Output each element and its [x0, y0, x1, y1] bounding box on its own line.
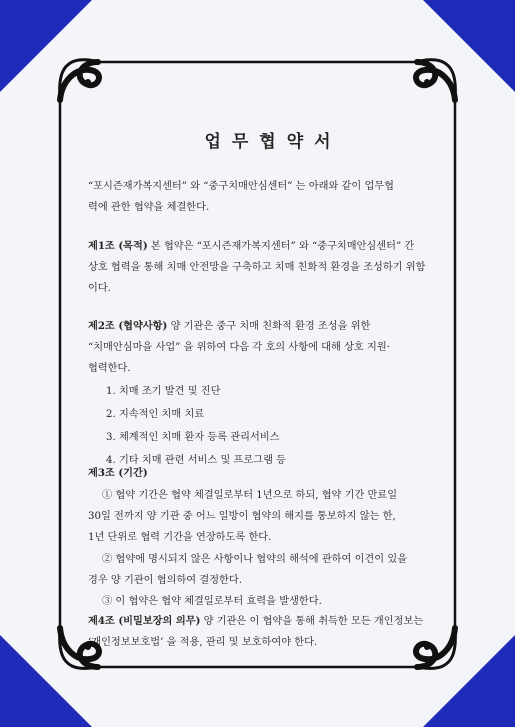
article-4-text: 양 기관은 이 협약을 통해 취득한 모든 개인정보는: [200, 616, 424, 627]
document-title: 업무협약서: [204, 132, 342, 152]
corner-ornament-tl: [60, 60, 99, 100]
article-4-heading: 제4조 (비밀보장의 의무): [88, 615, 201, 627]
list-item: 4. 기타 치매 관련 서비스 및 프로그램 등: [106, 455, 287, 466]
article-4-line-1: [88, 611, 423, 632]
corner-ornament-tr: [416, 60, 455, 100]
article-1-line-3: 이다.: [88, 283, 111, 294]
article-2-line-3: 협력한다.: [88, 363, 131, 374]
article-2-text: 양 기관은 중구 치매 친화적 환경 조성을 위한: [167, 321, 371, 332]
article-3-p2-line-1: ② 협약에 명시되지 않은 사항이나 협약의 해석에 관하여 이견이 있을: [102, 554, 408, 565]
article-1-line-2: 상호 협력을 통해 치매 안전망을 구축하고 치매 친화적 환경을 조성하기 위함: [88, 262, 426, 273]
list-item: 3. 체계적인 치매 환자 등록 관리서비스: [106, 432, 280, 443]
intro-line-2: 력에 관한 협약을 체결한다.: [88, 202, 210, 213]
article-1-line-1: [88, 236, 414, 257]
article-3-p1-line-3: 1년 단위로 협력 기간을 연장하도록 한다.: [88, 532, 272, 543]
article-1-heading: 제1조 (목적): [88, 240, 148, 252]
article-3-p3-line-1: ③ 이 협약은 협약 체결일로부터 효력을 발생한다.: [102, 596, 322, 607]
article-3-p1-line-1: ① 협약 기간은 협약 체결일로부터 1년으로 하되, 협약 기간 만료일: [102, 490, 398, 501]
article-2-line-2: “치매안심마을 사업” 을 위하여 다음 각 호의 사항에 대해 상호 지원·: [88, 342, 390, 353]
article-3-p2-line-2: 경우 양 기관이 협의하여 결정한다.: [88, 575, 242, 586]
article-3-heading: 제3조 (기간): [88, 467, 148, 479]
article-2-heading: 제2조 (협약사항): [88, 320, 168, 332]
corner-ornament-br: [416, 628, 455, 668]
article-3-p1-line-2: 30일 전까지 양 기관 중 어느 일방이 협약의 해지를 통보하지 않는 한,: [88, 511, 396, 522]
article-1-text: 본 협약은 “포시즌재가복지센터” 와 “중구치매안심센터” 간: [147, 241, 415, 252]
list-item: 2. 지속적인 치매 치료: [106, 409, 205, 420]
intro-line-1: “포시즌재가복지센터” 와 “중구치매안심센터” 는 아래와 같이 업무협: [88, 181, 394, 192]
list-item: 1. 치매 조기 발견 및 진단: [106, 386, 221, 397]
article-2-line-1: [88, 316, 370, 337]
article-4-line-2: ‘개인정보보호법’ 을 적용, 관리 및 보호하여야 한다.: [88, 637, 318, 648]
